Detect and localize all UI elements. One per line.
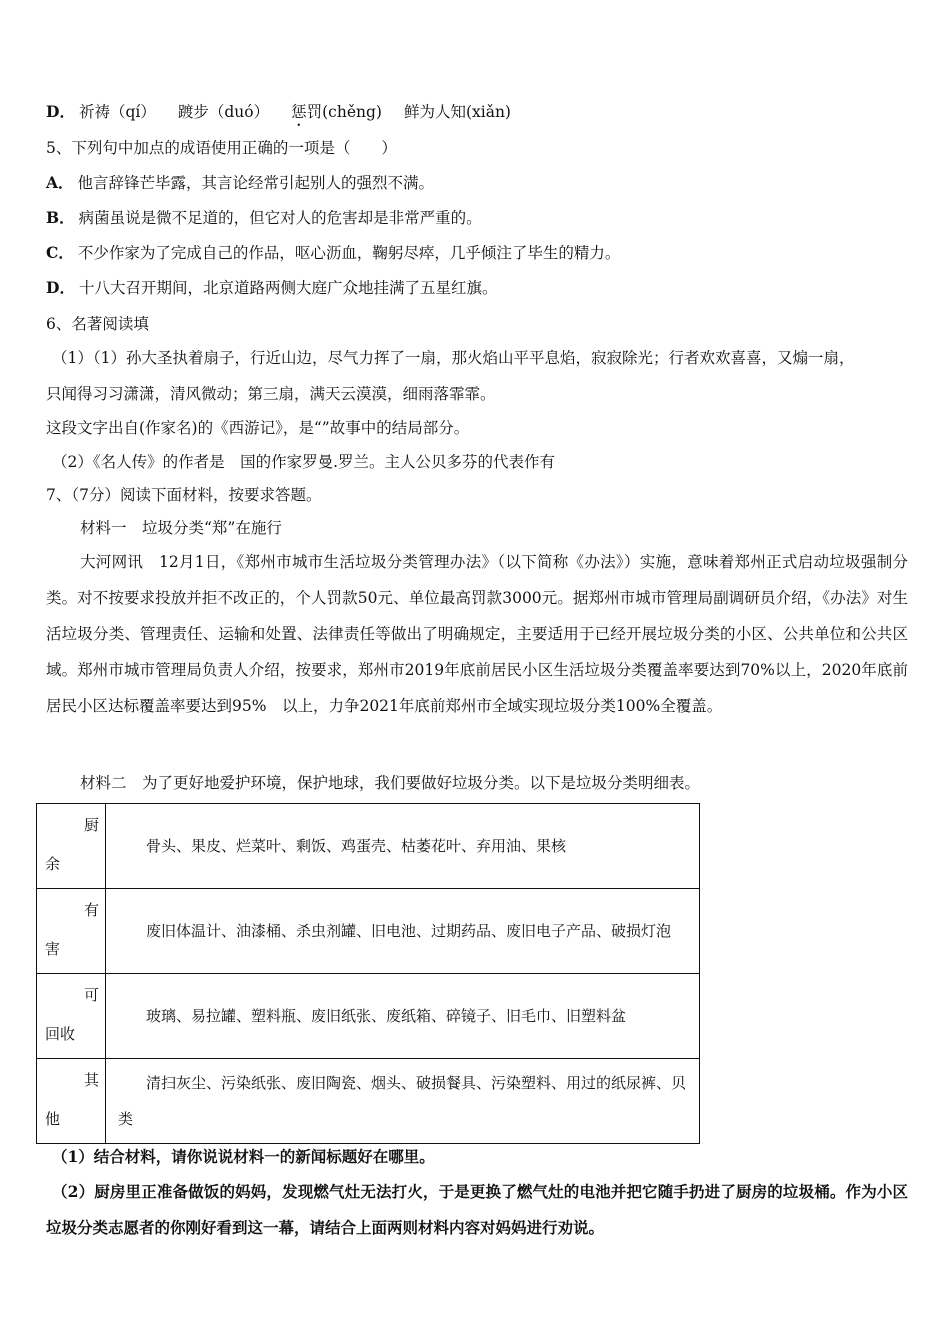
material-2-title: 材料二 为了更好地爱护环境，保护地球，我们要做好垃圾分类。以下是垃圾分类明细表。	[80, 774, 701, 792]
category-label-top: 可	[83, 986, 99, 1004]
items-cell: 清扫灰尘、污染纸张、废旧陶瓷、烟头、破损餐具、污染塑料、用过的纸尿裤、贝类	[106, 1059, 700, 1144]
category-cell	[37, 889, 106, 974]
category-cell	[37, 804, 106, 889]
option-text: 病菌虽说是微不足道的，但它对人的危害却是非常严重的。	[78, 209, 482, 227]
table-row	[37, 974, 700, 1059]
q6-passage-line-2: 只闻得习习潇潇，清风微动；第三扇，满天云漠漠，细雨落霏霏。	[46, 385, 496, 403]
word-1: 祈祷（qí）	[78, 103, 156, 121]
category-label-bottom: 回收	[45, 1025, 76, 1043]
items-cell: 玻璃、易拉罐、塑料瓶、废旧纸张、废纸箱、碎镜子、旧毛巾、旧塑料盆	[106, 974, 700, 1059]
option-text: 十八大召开期间，北京道路两侧大庭广众地挂满了五星红旗。	[78, 279, 498, 297]
material-1-title: 材料一 垃圾分类“郑”在施行	[80, 519, 282, 537]
material-1-body: 大河网讯 12月1日，《郑州市城市生活垃圾分类管理办法》（以下简称《办法》）实施，意味着郑州正式启动垃圾强制分类。对不按要求投放并拒不改正的，个人罚款50元、单位最高罚款3000元。据郑州市城市管理局副调研员介绍，《办法》对生活垃圾分类、管理责任、运输和处置、法律责任等做出了明确规定，主要适用于已经开展垃圾分类的小区、公共单位和公共区域。郑州市城市管理局负责人介绍，按要求，郑州市2019年底前居民小区生活垃圾分类覆盖率要达到70%以上，2020年底前居民小区达标覆盖率要达到95% 以上，力争2021年底前郑州市全域实现垃圾分类100%全覆盖。	[46, 553, 908, 715]
category-cell	[37, 1059, 106, 1144]
table-row	[37, 889, 700, 974]
word-4: 鲜为人知(xiǎn)	[403, 103, 511, 121]
option-text: 不少作家为了完成自己的作品，呕心沥血，鞠躬尽瘁，几乎倾注了毕生的精力。	[77, 244, 621, 262]
items-cell: 骨头、果皮、烂菜叶、剩饭、鸡蛋壳、枯萎花叶、弃用油、果核	[106, 804, 700, 889]
category-label-top: 有	[83, 901, 99, 919]
q7-stem: 7、（7分）阅读下面材料，按要求答题。	[46, 486, 322, 504]
option-letter: D．	[46, 278, 75, 297]
option-letter: A．	[46, 173, 74, 192]
q7-sub-question-2: （2）厨房里正准备做饭的妈妈，发现燃气灶无法打火，于是更换了燃气灶的电池并把它随手扔进了厨房的垃圾桶。作为小区垃圾分类志愿者的你刚好看到这一幕，请结合上面两则材料内容对妈妈进行劝说。	[46, 1182, 908, 1237]
items-cell: 废旧体温计、油漆桶、杀虫剂罐、旧电池、过期药品、废旧电子产品、破损灯泡	[106, 889, 700, 974]
category-cell	[37, 974, 106, 1059]
category-label-top: 其	[83, 1071, 99, 1089]
q4-option-d	[46, 102, 511, 130]
q6-question-1: 这段文字出自(作家名)的《西游记》，是“”故事中的结局部分。	[46, 419, 470, 437]
q5-option-a	[46, 173, 434, 193]
category-label-bottom: 他	[45, 1110, 61, 1128]
waste-classification-table	[36, 803, 700, 1144]
q5-option-b	[46, 208, 482, 228]
q6-question-2: （2）《名人传》的作者是 国的作家罗曼.罗兰。主人公贝多芬的代表作有	[52, 453, 556, 471]
q5-stem: 5、下列句中加点的成语使用正确的一项是（ ）	[46, 139, 397, 157]
table-row	[37, 804, 700, 889]
category-label-bottom: 害	[45, 940, 61, 958]
q5-option-c	[46, 243, 620, 263]
q5-option-d	[46, 278, 497, 298]
option-text: 他言辞锋芒毕露，其言论经常引起别人的强烈不满。	[77, 174, 435, 192]
table-row	[37, 1059, 700, 1144]
option-letter: B．	[46, 208, 75, 227]
word-2: 踱步（duó）	[177, 103, 270, 121]
word-3: 罚(chěng)	[306, 103, 382, 121]
option-letter: D．	[46, 102, 75, 121]
category-label-top: 厨	[83, 816, 99, 834]
word-3-dotted: 惩	[291, 103, 307, 121]
category-label-bottom: 余	[45, 855, 61, 873]
option-letter: C．	[46, 243, 74, 262]
q7-sub-question-1: （1）结合材料，请你说说材料一的新闻标题好在哪里。	[52, 1147, 435, 1166]
q6-stem: 6、名著阅读填	[46, 315, 149, 333]
q6-passage-line-1: （1）（1）孙大圣执着扇子，行近山边，尽气力挥了一扇，那火焰山平平息焰，寂寂除光；行者欢欢喜喜，又煽一扇，	[52, 349, 855, 367]
